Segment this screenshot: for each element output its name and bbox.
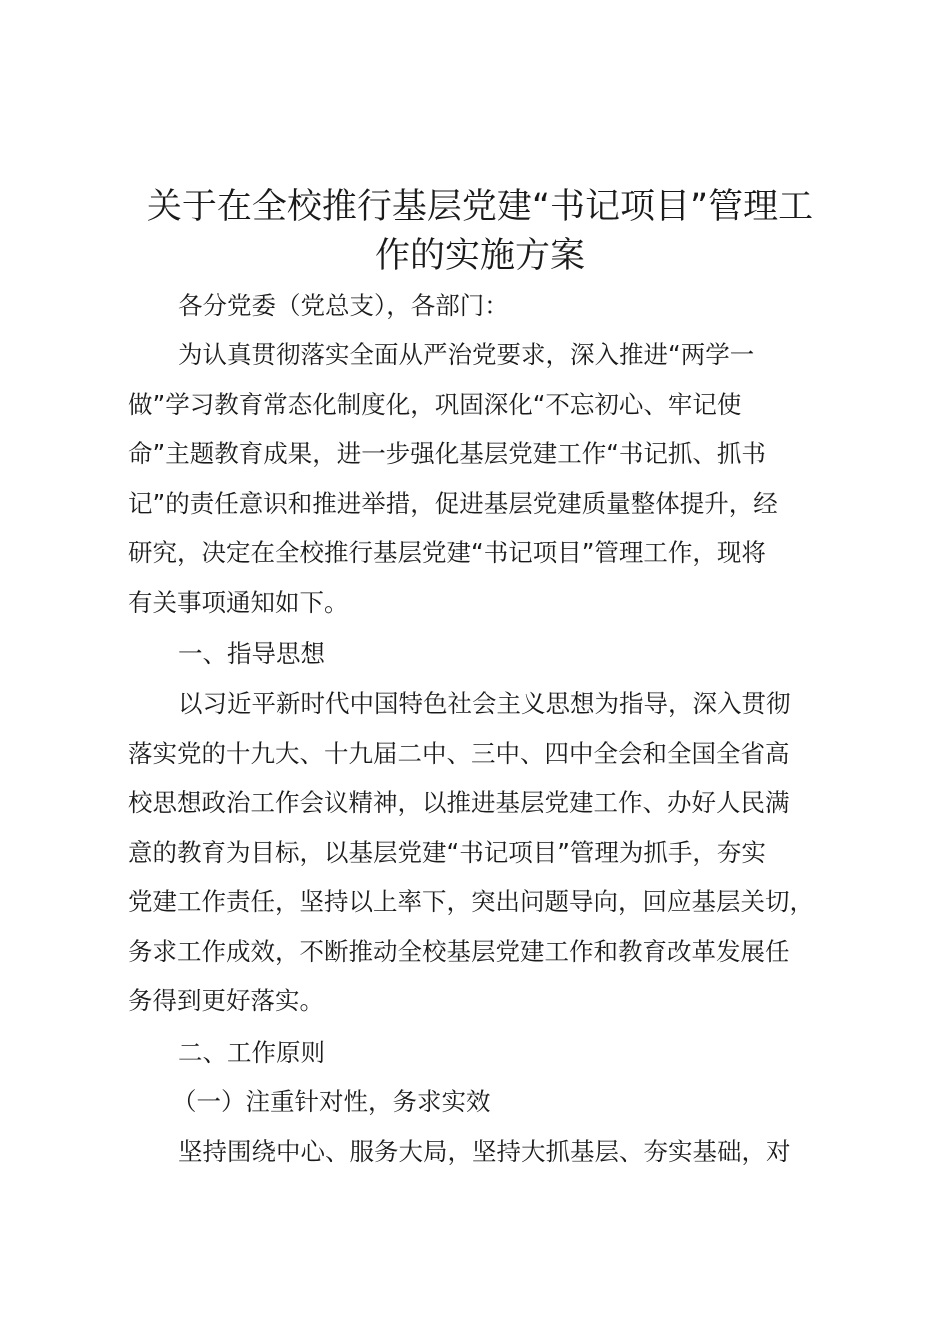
- title-line: 作的实施方案: [374, 236, 585, 276]
- salutation: 各分党委（党总支），各部门：: [178, 291, 509, 320]
- paragraph-line: 研究，决定在全校推行基层党建“书记项目”管理工作，现将: [128, 538, 766, 567]
- section2-paragraph: [128, 1127, 834, 1177]
- paragraph-line: 意的教育为目标，以基层党建“书记项目”管理为抓手，夯实: [128, 837, 766, 867]
- paragraph-line: 党建工作责任，坚持以上率下，突出问题导向，回应基层关切，: [128, 887, 814, 916]
- paragraph-line: 为认真贯彻落实全面从严治党要求，深入推进“两学一: [178, 340, 755, 369]
- paragraph-line: 务得到更好落实。: [128, 986, 324, 1015]
- paragraph-line: 以习近平新时代中国特色社会主义思想为指导，深入贯彻: [178, 689, 791, 718]
- section1-paragraph: [128, 679, 834, 1026]
- subsection-heading: （一）注重针对性，务求实效: [172, 1087, 491, 1116]
- paragraph-line: 记”的责任意识和推进举措，促进基层党建质量整体提升，经: [128, 488, 778, 518]
- paragraph-line: 坚持围绕中心、服务大局，坚持大抓基层、夯实基础，对: [178, 1137, 791, 1166]
- paragraph-line: 有关事项通知如下。: [128, 587, 349, 617]
- paragraph-line: 命”主题教育成果，进一步强化基层党建工作“书记抓、抓书: [128, 439, 766, 468]
- section-heading-work-principles: 二、工作原则: [178, 1038, 325, 1067]
- section-heading-guiding-ideology: 一、指导思想: [178, 639, 325, 668]
- paragraph-line: 校思想政治工作会议精神，以推进基层党建工作、办好人民满: [128, 788, 790, 817]
- intro-paragraph: [128, 330, 834, 627]
- title-line: 关于在全校推行基层党建“书记项目”管理工: [146, 187, 814, 227]
- paragraph-line: 务求工作成效，不断推动全校基层党建工作和教育改革发展任: [128, 936, 790, 966]
- paragraph-line: 落实党的十九大、十九届二中、三中、四中全会和全国全省高: [128, 738, 790, 768]
- document-title: [110, 183, 850, 281]
- paragraph-line: 做”学习教育常态化制度化，巩固深化“不忘初心、牢记使: [128, 389, 742, 419]
